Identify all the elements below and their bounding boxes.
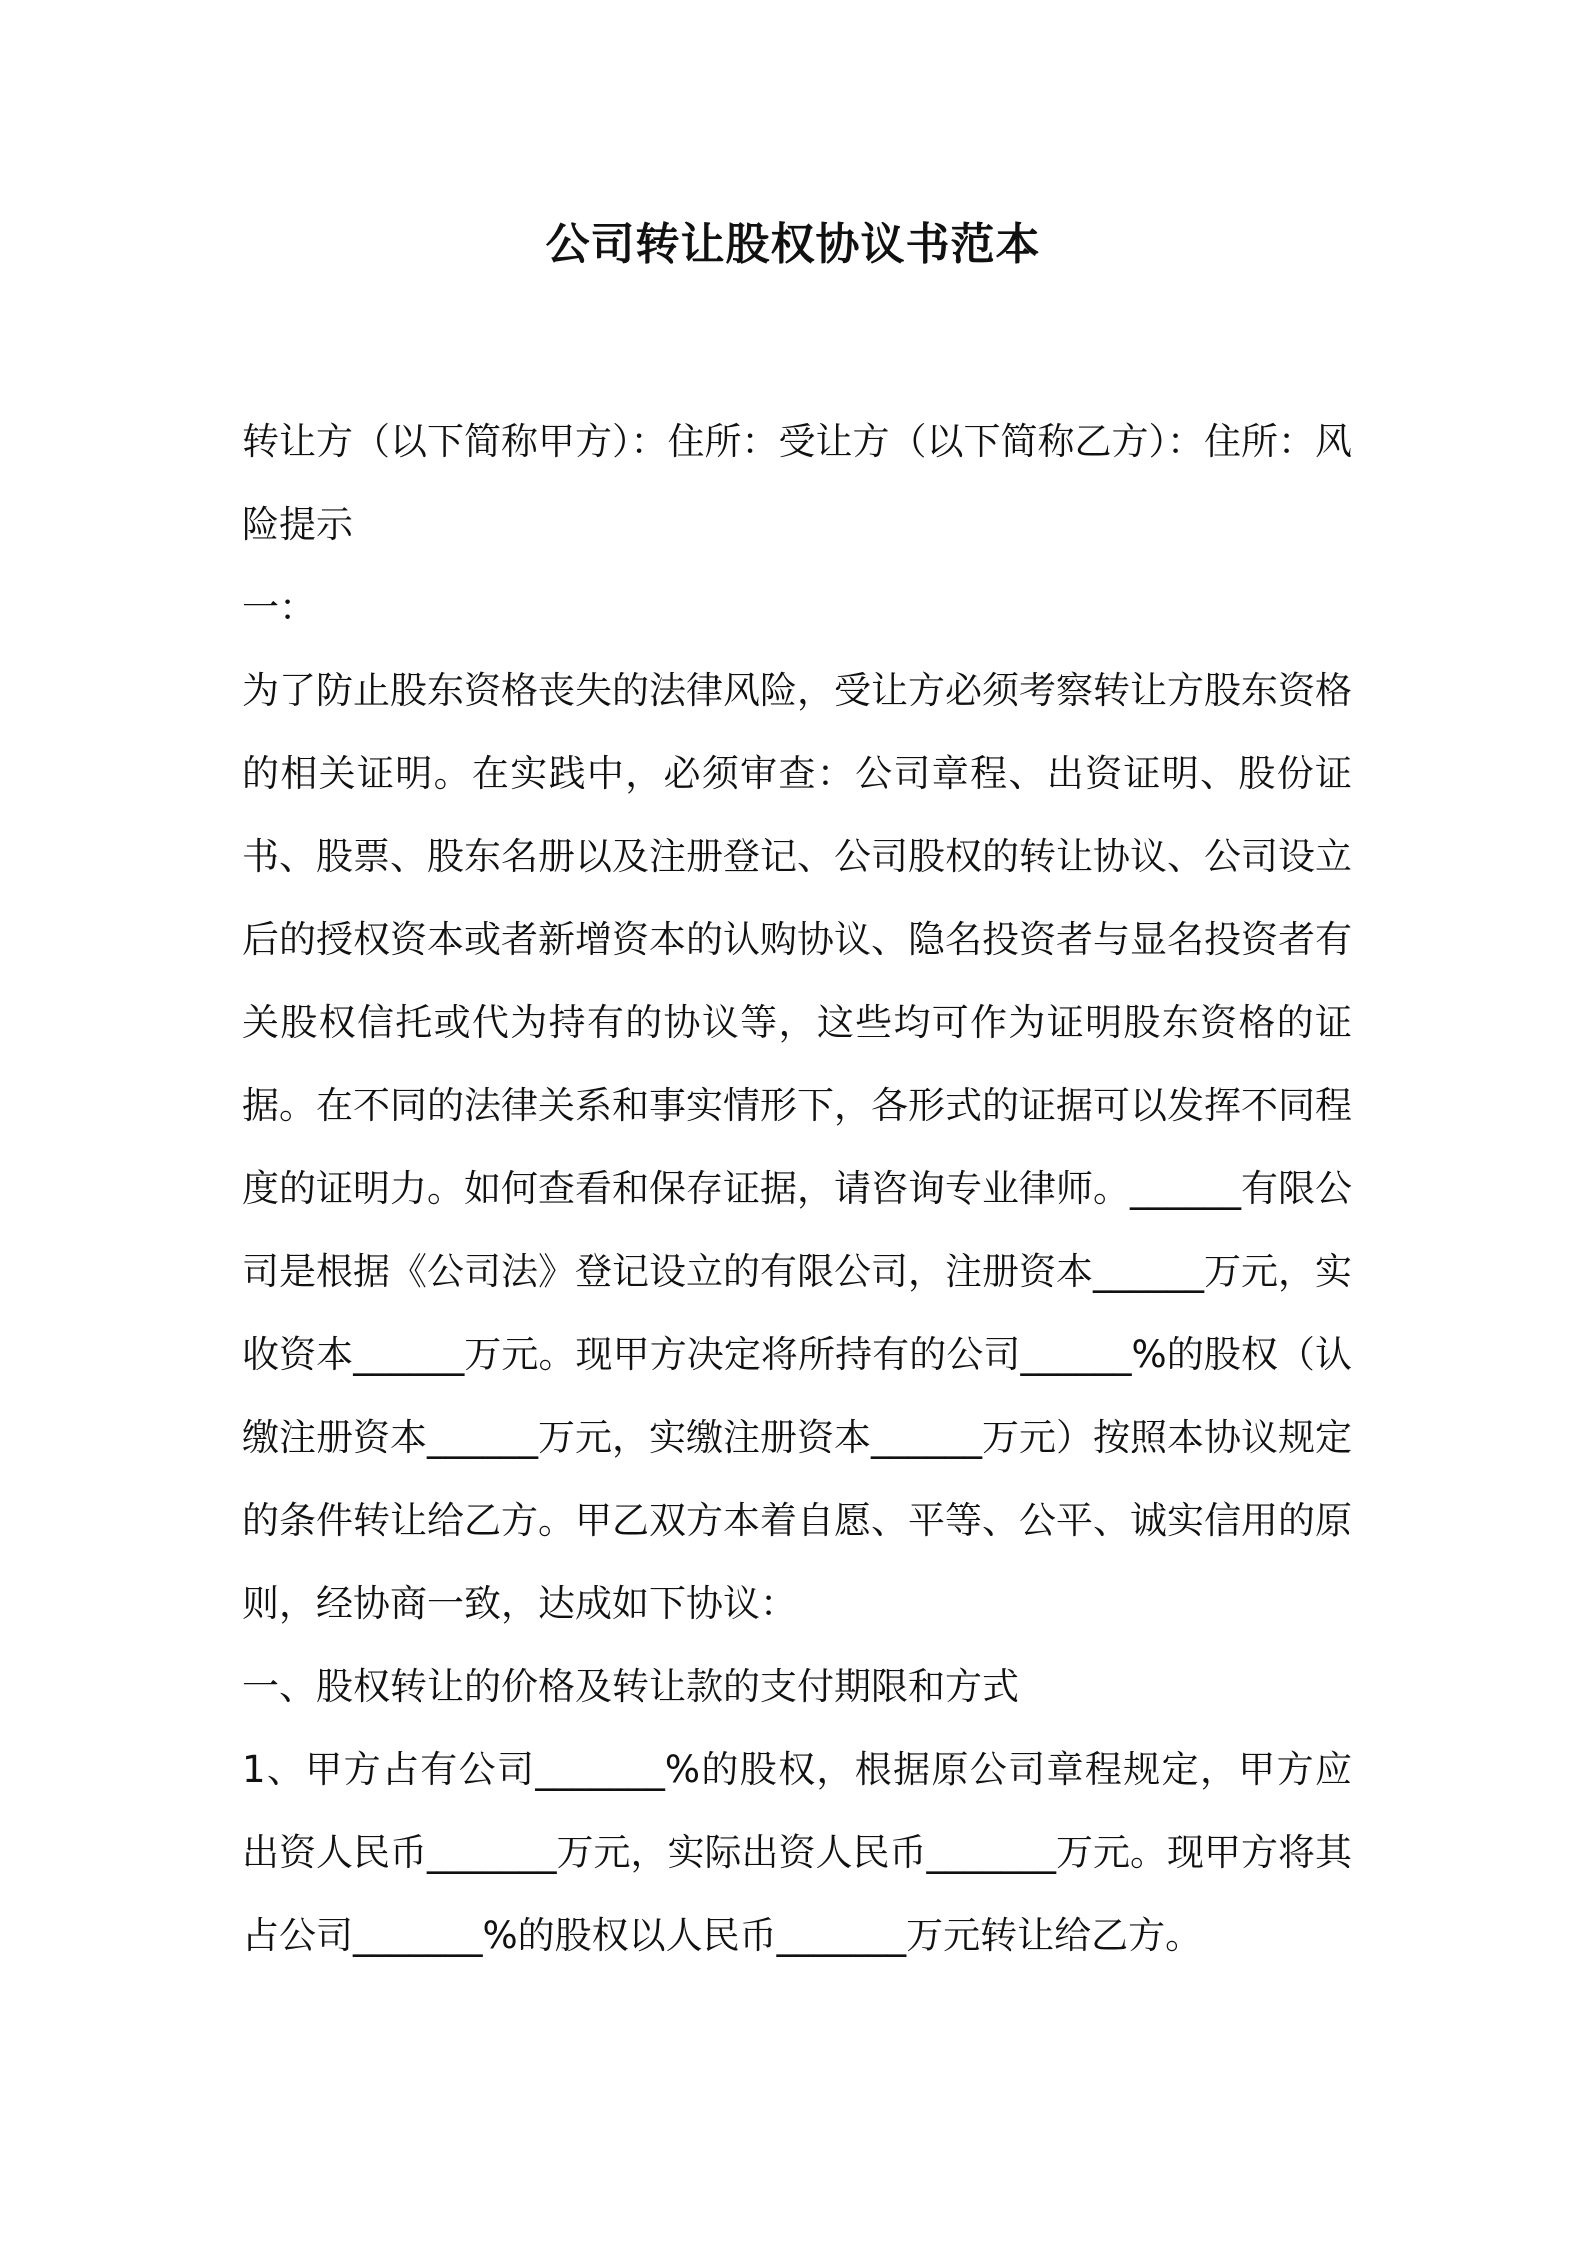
document-body <box>242 400 1352 1977</box>
clause-1-paragraph: 1、甲方占有公司_______%的股权，根据原公司章程规定，甲方应出资人民币_______万元，实际出资人民币_______万元。现甲方将其占公司_______%的股权以人民币_______万元转让给乙方。 <box>242 1748 1352 1957</box>
risk-heading: 一： <box>242 586 316 629</box>
document-title: 公司转让股权协议书范本 <box>545 219 1041 270</box>
risk-paragraph: 为了防止股东资格丧失的法律风险，受让方必须考察转让方股东资格的相关证明。在实践中，必须审查：公司章程、出资证明、股份证书、股票、股东名册以及注册登记、公司股权的转让协议、公司设立后的授权资本或者新增资本的认购协议、隐名投资者与显名投资者有关股权信托或代为持有的协议等，这些均可作为证明股东资格的证据。在不同的法律关系和事实情形下，各形式的证据可以发挥不同程度的证明力。如何查看和保存证据，请咨询专业律师。______有限公司是根据《公司法》登记设立的有限公司，注册资本______万元，实收资本______万元。现甲方决定将所持有的公司______%的股权（认缴注册资本______万元，实缴注册资本______万元）按照本协议规定的条件转让给乙方。甲乙双方本着自愿、平等、公平、诚实信用的原则，经协商一致，达成如下协议： <box>242 669 1352 1625</box>
section-heading: 一、股权转让的价格及转让款的支付期限和方式 <box>242 1665 1019 1708</box>
parties-paragraph: 转让方（以下简称甲方）：住所：受让方（以下简称乙方）：住所：风险提示 <box>242 420 1352 546</box>
